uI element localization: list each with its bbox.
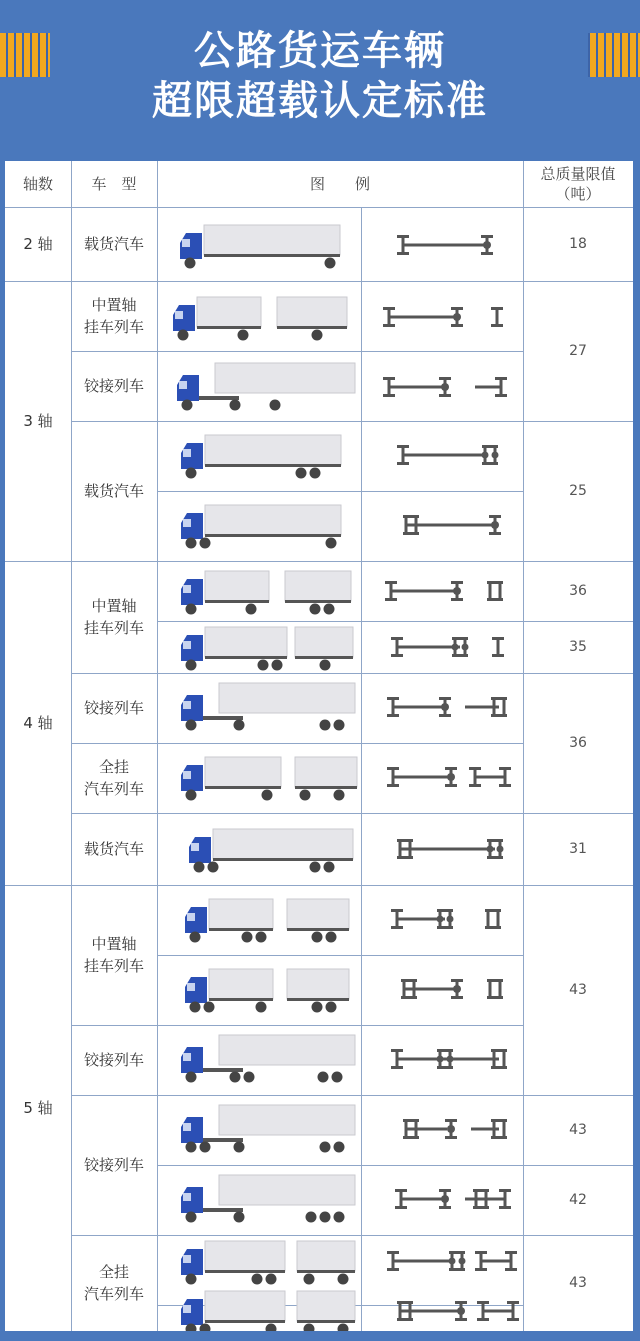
wheel bbox=[312, 1002, 323, 1013]
vehicle-type-label: 载货汽车 bbox=[83, 235, 144, 253]
wheel bbox=[178, 330, 189, 341]
cargo-box bbox=[205, 505, 341, 535]
axle-bar bbox=[481, 1260, 511, 1263]
semi-trailer-box bbox=[215, 363, 355, 393]
axle-bar bbox=[389, 386, 445, 389]
cab-window bbox=[191, 843, 199, 851]
axle-bar bbox=[407, 1128, 447, 1131]
cab-window bbox=[183, 1053, 191, 1061]
axle-mark bbox=[493, 1049, 496, 1069]
axle-bar bbox=[483, 1310, 513, 1313]
wheel bbox=[252, 1274, 263, 1285]
axle-mark bbox=[387, 714, 399, 717]
wheel bbox=[190, 932, 201, 943]
wheel bbox=[310, 468, 321, 479]
wheel bbox=[312, 932, 323, 943]
wheel bbox=[186, 660, 197, 671]
wheel bbox=[312, 330, 323, 341]
axle-mark bbox=[493, 697, 496, 717]
cargo-box bbox=[295, 627, 353, 657]
axle-mark bbox=[485, 1189, 488, 1209]
axle-dot bbox=[447, 1056, 454, 1063]
tractor-frame bbox=[203, 1208, 243, 1212]
cargo-box bbox=[297, 1241, 355, 1271]
wheel bbox=[334, 1142, 345, 1153]
axle-group-label: 5 轴 bbox=[23, 1099, 53, 1117]
axle-mark bbox=[391, 1066, 403, 1069]
axle-dot bbox=[483, 241, 491, 249]
wheel bbox=[186, 1212, 197, 1223]
axle-bar bbox=[391, 590, 457, 593]
wheel bbox=[296, 468, 307, 479]
axle-mark bbox=[405, 515, 408, 535]
chassis bbox=[197, 326, 261, 329]
axle-dot bbox=[441, 1195, 449, 1203]
axle-dot bbox=[491, 521, 499, 529]
vehicle-type-label: 载货汽车 bbox=[83, 482, 144, 500]
wheel bbox=[320, 1142, 331, 1153]
title-line-1: 公路货运车辆 bbox=[194, 28, 446, 74]
axle-mark bbox=[495, 394, 507, 397]
wheel bbox=[185, 258, 196, 269]
wheel bbox=[186, 538, 197, 549]
axle-mark bbox=[503, 697, 506, 717]
axle-mark bbox=[439, 1206, 451, 1209]
cargo-box bbox=[295, 757, 357, 787]
wheel bbox=[186, 604, 197, 615]
axle-mark bbox=[387, 784, 399, 787]
chassis bbox=[205, 534, 341, 537]
wheel bbox=[230, 400, 241, 411]
wheel bbox=[304, 1274, 315, 1285]
wheel bbox=[258, 660, 269, 671]
limit-value: 18 bbox=[569, 236, 587, 252]
semi-trailer-box bbox=[219, 1175, 355, 1205]
axle-mark bbox=[391, 926, 403, 929]
axle-mark bbox=[492, 654, 504, 657]
title-line-2: 超限超载认定标准 bbox=[152, 78, 488, 124]
wheel bbox=[320, 1212, 331, 1223]
wheel bbox=[238, 330, 249, 341]
axle-dot bbox=[447, 773, 455, 781]
axle-bar bbox=[401, 1198, 445, 1201]
axle-mark bbox=[499, 979, 502, 999]
header-axles: 轴数 bbox=[22, 175, 53, 193]
cargo-box bbox=[205, 435, 341, 465]
axle-mark bbox=[503, 1119, 506, 1139]
axle-mark bbox=[445, 784, 457, 787]
axle-mark bbox=[405, 1119, 408, 1139]
limit-value: 31 bbox=[569, 841, 587, 857]
cab-window bbox=[183, 585, 191, 593]
cab-window bbox=[183, 641, 191, 649]
chassis bbox=[205, 1270, 285, 1273]
wheel bbox=[318, 1072, 329, 1083]
vehicle-type-label: 铰接列车 bbox=[83, 1156, 144, 1174]
cab-window bbox=[183, 449, 191, 457]
axle-mark bbox=[387, 1268, 399, 1271]
vehicle-type-label: 铰接列车 bbox=[83, 377, 144, 395]
cab-window bbox=[187, 983, 195, 991]
chassis bbox=[204, 254, 340, 257]
header-limit-unit: （吨） bbox=[555, 185, 601, 203]
header-limit-label: 总质量限值 bbox=[540, 165, 616, 183]
cargo-box bbox=[213, 829, 353, 859]
wheel bbox=[190, 1002, 201, 1013]
wheel bbox=[182, 400, 193, 411]
wheel bbox=[325, 258, 336, 269]
axle-dot bbox=[492, 452, 499, 459]
wheel bbox=[306, 1212, 317, 1223]
cargo-box bbox=[205, 627, 287, 657]
wheel bbox=[320, 720, 331, 731]
chassis bbox=[209, 998, 273, 1001]
header-diagram: 图 例 bbox=[309, 175, 370, 193]
chassis bbox=[295, 786, 357, 789]
cab-window bbox=[175, 311, 183, 319]
wheel bbox=[270, 400, 281, 411]
wheel bbox=[234, 720, 245, 731]
wheel bbox=[332, 1072, 343, 1083]
axle-bar bbox=[475, 386, 501, 389]
limit-value: 43 bbox=[569, 982, 587, 998]
axle-dot bbox=[453, 985, 461, 993]
axle-mark bbox=[475, 1189, 478, 1209]
chassis bbox=[205, 464, 341, 467]
wheel bbox=[324, 604, 335, 615]
axle-dot bbox=[453, 587, 461, 595]
axle-dot bbox=[449, 1258, 456, 1265]
axle-mark bbox=[397, 252, 409, 255]
wheel bbox=[266, 1324, 277, 1332]
cargo-box bbox=[209, 899, 273, 929]
wheel bbox=[242, 932, 253, 943]
axle-bar bbox=[397, 646, 460, 649]
axle-mark bbox=[481, 252, 493, 255]
axle-mark bbox=[489, 581, 492, 601]
limit-value: 43 bbox=[569, 1122, 587, 1138]
cargo-box bbox=[197, 297, 261, 327]
wheel bbox=[244, 1072, 255, 1083]
axle-mark bbox=[413, 979, 416, 999]
axle-mark bbox=[415, 515, 418, 535]
wheel bbox=[186, 1072, 197, 1083]
axle-mark bbox=[499, 784, 511, 787]
axle-mark bbox=[397, 462, 409, 465]
wheel bbox=[246, 604, 257, 615]
axle-mark bbox=[409, 839, 412, 859]
axle-mark bbox=[439, 394, 451, 397]
chassis bbox=[213, 858, 353, 861]
wheel bbox=[194, 862, 205, 873]
wheel bbox=[234, 1142, 245, 1153]
cargo-box bbox=[205, 571, 269, 601]
wheel bbox=[320, 660, 331, 671]
axle-mark bbox=[451, 324, 463, 327]
axle-mark bbox=[499, 1206, 511, 1209]
cargo-box bbox=[297, 1291, 355, 1321]
page-title bbox=[0, 26, 640, 126]
tractor-frame bbox=[203, 1138, 243, 1142]
wheel bbox=[186, 468, 197, 479]
wheel bbox=[338, 1274, 349, 1285]
cargo-box bbox=[209, 969, 273, 999]
axle-dot bbox=[453, 313, 461, 321]
axle-mark bbox=[409, 1301, 412, 1321]
axle-mark bbox=[415, 1119, 418, 1139]
cab-window bbox=[182, 239, 190, 247]
axle-dot bbox=[441, 703, 449, 711]
tractor-frame bbox=[203, 1068, 243, 1072]
vehicle-type-label: 中置轴 挂车列车 bbox=[83, 935, 144, 975]
chassis bbox=[205, 656, 287, 659]
axle-dot bbox=[447, 916, 454, 923]
wheel bbox=[256, 932, 267, 943]
chassis bbox=[209, 928, 273, 931]
semi-trailer-box bbox=[219, 1035, 355, 1065]
cab-window bbox=[183, 1305, 191, 1313]
axle-mark bbox=[445, 1136, 457, 1139]
wheel bbox=[324, 862, 335, 873]
axle-bar bbox=[403, 454, 485, 457]
axle-bar bbox=[403, 244, 487, 247]
wheel bbox=[310, 604, 321, 615]
chassis bbox=[205, 1320, 285, 1323]
axle-mark bbox=[383, 394, 395, 397]
vehicle-type-label: 铰接列车 bbox=[83, 1051, 144, 1069]
wheel bbox=[256, 1002, 267, 1013]
limit-value: 43 bbox=[569, 1275, 587, 1291]
wheel bbox=[272, 660, 283, 671]
axle-bar bbox=[475, 776, 505, 779]
wheel bbox=[304, 1324, 315, 1332]
vehicle-type-label: 铰接列车 bbox=[83, 699, 144, 717]
wheel bbox=[186, 790, 197, 801]
wheel bbox=[300, 790, 311, 801]
axle-mark bbox=[395, 1206, 407, 1209]
axle-dot bbox=[459, 1258, 466, 1265]
vehicle-type-label: 载货汽车 bbox=[83, 840, 144, 858]
axle-mark bbox=[475, 1268, 487, 1271]
axle-group-label: 4 轴 bbox=[23, 714, 53, 732]
tractor-frame bbox=[199, 396, 239, 400]
wheel bbox=[334, 790, 345, 801]
wheel bbox=[186, 1142, 197, 1153]
wheel bbox=[186, 1274, 197, 1285]
wheel bbox=[234, 1212, 245, 1223]
axle-dot bbox=[437, 1056, 444, 1063]
axle-mark bbox=[477, 1318, 489, 1321]
axle-mark bbox=[505, 1268, 517, 1271]
axle-dot bbox=[487, 846, 494, 853]
axle-dot bbox=[482, 452, 489, 459]
axle-bar bbox=[393, 706, 445, 709]
cab-window bbox=[183, 1193, 191, 1201]
cargo-box bbox=[205, 757, 281, 787]
axle-dot bbox=[457, 1307, 465, 1315]
axle-bar bbox=[389, 316, 457, 319]
wheel bbox=[326, 932, 337, 943]
cargo-box bbox=[205, 1241, 285, 1271]
wheel bbox=[310, 862, 321, 873]
axle-dot bbox=[437, 916, 444, 923]
axle-mark bbox=[493, 1119, 496, 1139]
wheel bbox=[200, 538, 211, 549]
chassis bbox=[287, 998, 349, 1001]
wheel bbox=[266, 1274, 277, 1285]
axle-mark bbox=[489, 979, 492, 999]
cab-window bbox=[183, 701, 191, 709]
axle-group-label: 3 轴 bbox=[23, 412, 53, 430]
cab-window bbox=[183, 519, 191, 527]
axle-mark bbox=[451, 996, 463, 999]
cab-window bbox=[179, 381, 187, 389]
cab-window bbox=[187, 913, 195, 921]
chassis bbox=[205, 786, 281, 789]
wheel bbox=[334, 1212, 345, 1223]
cab-window bbox=[183, 1123, 191, 1131]
axle-group-label: 2 轴 bbox=[23, 235, 53, 253]
limit-value: 25 bbox=[569, 483, 587, 499]
chassis bbox=[287, 928, 349, 931]
wheel bbox=[186, 720, 197, 731]
standards-table bbox=[5, 161, 633, 1331]
cab-window bbox=[183, 1255, 191, 1263]
axle-mark bbox=[507, 1318, 519, 1321]
cargo-box bbox=[285, 571, 351, 601]
vehicle-type-label: 中置轴 挂车列车 bbox=[83, 296, 144, 336]
axle-dot bbox=[447, 1125, 455, 1133]
wheel bbox=[262, 790, 273, 801]
limit-value: 36 bbox=[569, 735, 587, 751]
wheel bbox=[326, 538, 337, 549]
axle-bar bbox=[393, 1260, 455, 1263]
axle-mark bbox=[469, 784, 481, 787]
axle-dot bbox=[462, 644, 469, 651]
axle-dot bbox=[441, 383, 449, 391]
wheel bbox=[338, 1324, 349, 1332]
cargo-box bbox=[204, 225, 340, 255]
axle-bar bbox=[401, 848, 495, 851]
axle-mark bbox=[385, 598, 397, 601]
vehicle-type-label: 全挂 汽车列车 bbox=[83, 758, 144, 798]
axle-mark bbox=[487, 909, 490, 929]
tractor-frame bbox=[203, 716, 243, 720]
vehicle-type-label: 中置轴 挂车列车 bbox=[83, 597, 144, 637]
chassis bbox=[205, 600, 269, 603]
cargo-box bbox=[287, 899, 349, 929]
limit-value: 42 bbox=[569, 1192, 587, 1208]
limit-value: 36 bbox=[569, 583, 587, 599]
axle-bar bbox=[405, 524, 495, 527]
axle-dot bbox=[452, 644, 459, 651]
wheel bbox=[334, 720, 345, 731]
axle-bar bbox=[393, 776, 451, 779]
axle-mark bbox=[451, 598, 463, 601]
wheel bbox=[208, 862, 219, 873]
limit-value: 27 bbox=[569, 343, 587, 359]
axle-mark bbox=[399, 1301, 402, 1321]
chassis bbox=[277, 326, 347, 329]
cargo-box bbox=[277, 297, 347, 327]
axle-mark bbox=[491, 324, 503, 327]
axle-mark bbox=[489, 532, 501, 535]
cargo-box bbox=[287, 969, 349, 999]
wheel bbox=[230, 1072, 241, 1083]
semi-trailer-box bbox=[219, 683, 355, 713]
chassis bbox=[297, 1320, 355, 1323]
chassis bbox=[297, 1270, 355, 1273]
axle-mark bbox=[399, 839, 402, 859]
axle-mark bbox=[455, 1318, 467, 1321]
header-type: 车 型 bbox=[91, 175, 137, 193]
axle-mark bbox=[383, 324, 395, 327]
axle-mark bbox=[497, 909, 500, 929]
axle-dot bbox=[497, 846, 504, 853]
limit-value: 35 bbox=[569, 639, 587, 655]
axle-mark bbox=[503, 1049, 506, 1069]
wheel bbox=[200, 1142, 211, 1153]
axle-mark bbox=[391, 654, 403, 657]
axle-mark bbox=[403, 979, 406, 999]
axle-mark bbox=[499, 581, 502, 601]
cargo-box bbox=[205, 1291, 285, 1321]
wheel bbox=[204, 1002, 215, 1013]
cab-window bbox=[183, 771, 191, 779]
vehicle-type-label: 全挂 汽车列车 bbox=[83, 1263, 144, 1303]
chassis bbox=[295, 656, 353, 659]
chassis bbox=[285, 600, 351, 603]
wheel bbox=[326, 1002, 337, 1013]
axle-mark bbox=[439, 714, 451, 717]
semi-trailer-box bbox=[219, 1105, 355, 1135]
vehicle-illustrations bbox=[5, 161, 633, 1331]
